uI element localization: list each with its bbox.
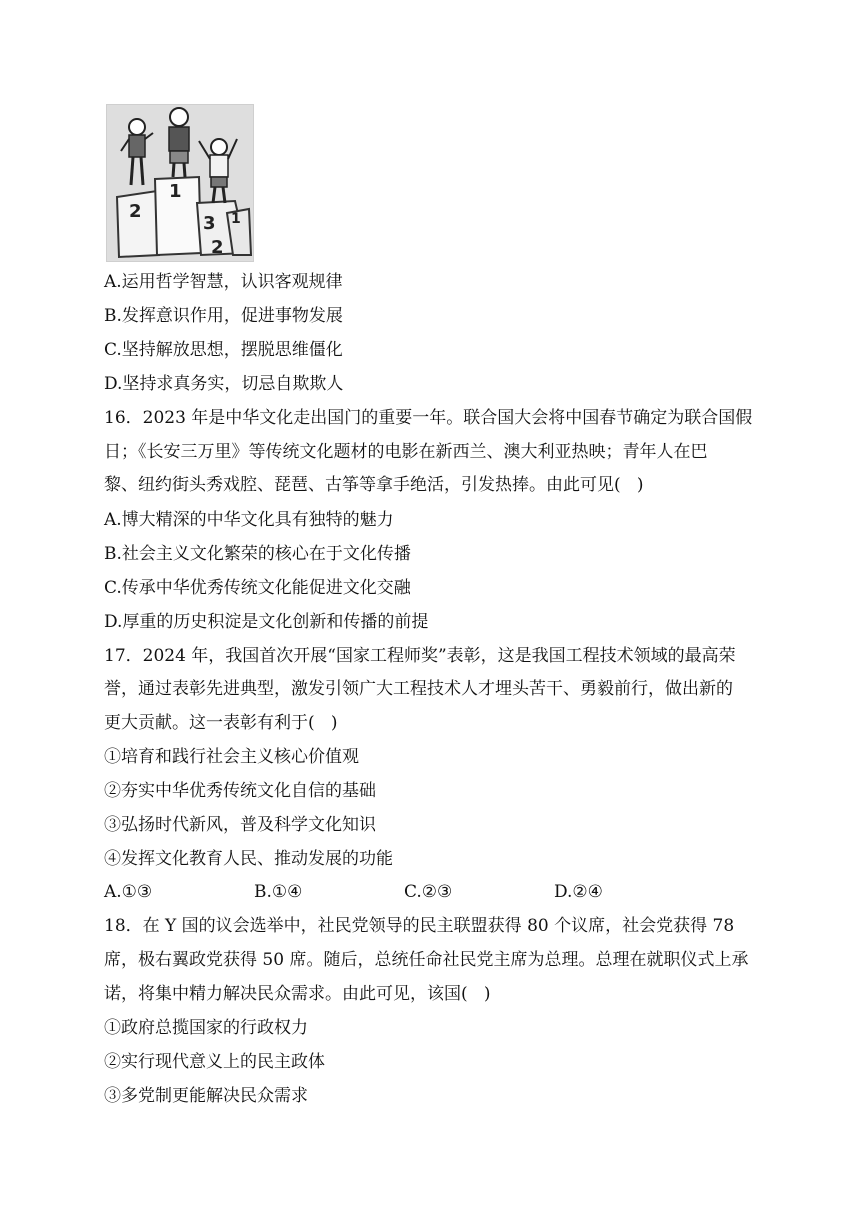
q18-statement-3: ③多党制更能解决民众需求 [104, 1086, 308, 1106]
svg-text:1: 1 [169, 181, 182, 202]
q16-option-b: B.社会主义文化繁荣的核心在于文化传播 [104, 544, 411, 564]
q18-statement-1: ①政府总揽国家的行政权力 [104, 1018, 308, 1038]
q17-statement-2: ②夯实中华优秀传统文化自信的基础 [104, 781, 376, 801]
q18-stem-line-1: 18．在 Y 国的议会选举中，社民党领导的民主联盟获得 80 个议席，社会党获得 78 [104, 916, 735, 936]
q16-stem-line-2: 日；《长安三万里》等传统文化题材的电影在新西兰、澳大利亚热映；青年人在巴 [104, 442, 708, 462]
svg-text:2: 2 [129, 201, 142, 222]
q16-option-a: A.博大精深的中华文化具有独特的魅力 [104, 510, 394, 530]
q17-choice-b: B.①④ [254, 882, 303, 902]
podium-illustration [106, 104, 254, 262]
podium-drawing [107, 105, 253, 261]
q17-statement-1: ①培育和践行社会主义核心价值观 [104, 747, 359, 767]
q17-choice-d: D.②④ [554, 882, 603, 902]
q17-stem-line-2: 誉，通过表彰先进典型，激发引领广大工程技术人才埋头苦干、勇毅前行，做出新的 [104, 679, 733, 699]
q18-stem-line-3: 诺，将集中精力解决民众需求。由此可见，该国( ) [104, 984, 491, 1004]
q16-stem-line-3: 黎、纽约街头秀戏腔、琵琶、古筝等拿手绝活，引发热捧。由此可见( ) [104, 475, 644, 495]
q15-option-b: B.发挥意识作用，促进事物发展 [104, 306, 343, 326]
q16-option-c: C.传承中华优秀传统文化能促进文化交融 [104, 578, 411, 598]
q18-statement-2: ②实行现代意义上的民主政体 [104, 1052, 325, 1072]
q17-choice-c: C.②③ [404, 882, 453, 902]
q15-option-d: D.坚持求真务实，切忌自欺欺人 [104, 374, 344, 394]
svg-text:1: 1 [231, 211, 241, 227]
q16-stem-line-1: 16．2023 年是中华文化走出国门的重要一年。联合国大会将中国春节确定为联合国假 [104, 408, 753, 428]
q15-option-a: A.运用哲学智慧，认识客观规律 [104, 272, 343, 292]
q17-stem-line-3: 更大贡献。这一表彰有利于( ) [104, 713, 338, 733]
q15-option-c: C.坚持解放思想，摆脱思维僵化 [104, 340, 343, 360]
svg-text:2: 2 [211, 237, 224, 258]
q17-stem-line-1: 17．2024 年，我国首次开展“国家工程师奖”表彰，这是我国工程技术领域的最高荣 [104, 646, 736, 666]
q17-statement-4: ④发挥文化教育人民、推动发展的功能 [104, 849, 393, 869]
q17-choice-a: A.①③ [104, 882, 153, 902]
q16-option-d: D.厚重的历史积淀是文化创新和传播的前提 [104, 612, 429, 632]
q18-stem-line-2: 席，极右翼政党获得 50 席。随后，总统任命社民党主席为总理。总理在就职仪式上承 [104, 950, 749, 970]
svg-text:3: 3 [203, 213, 216, 234]
q17-statement-3: ③弘扬时代新风，普及科学文化知识 [104, 815, 376, 835]
